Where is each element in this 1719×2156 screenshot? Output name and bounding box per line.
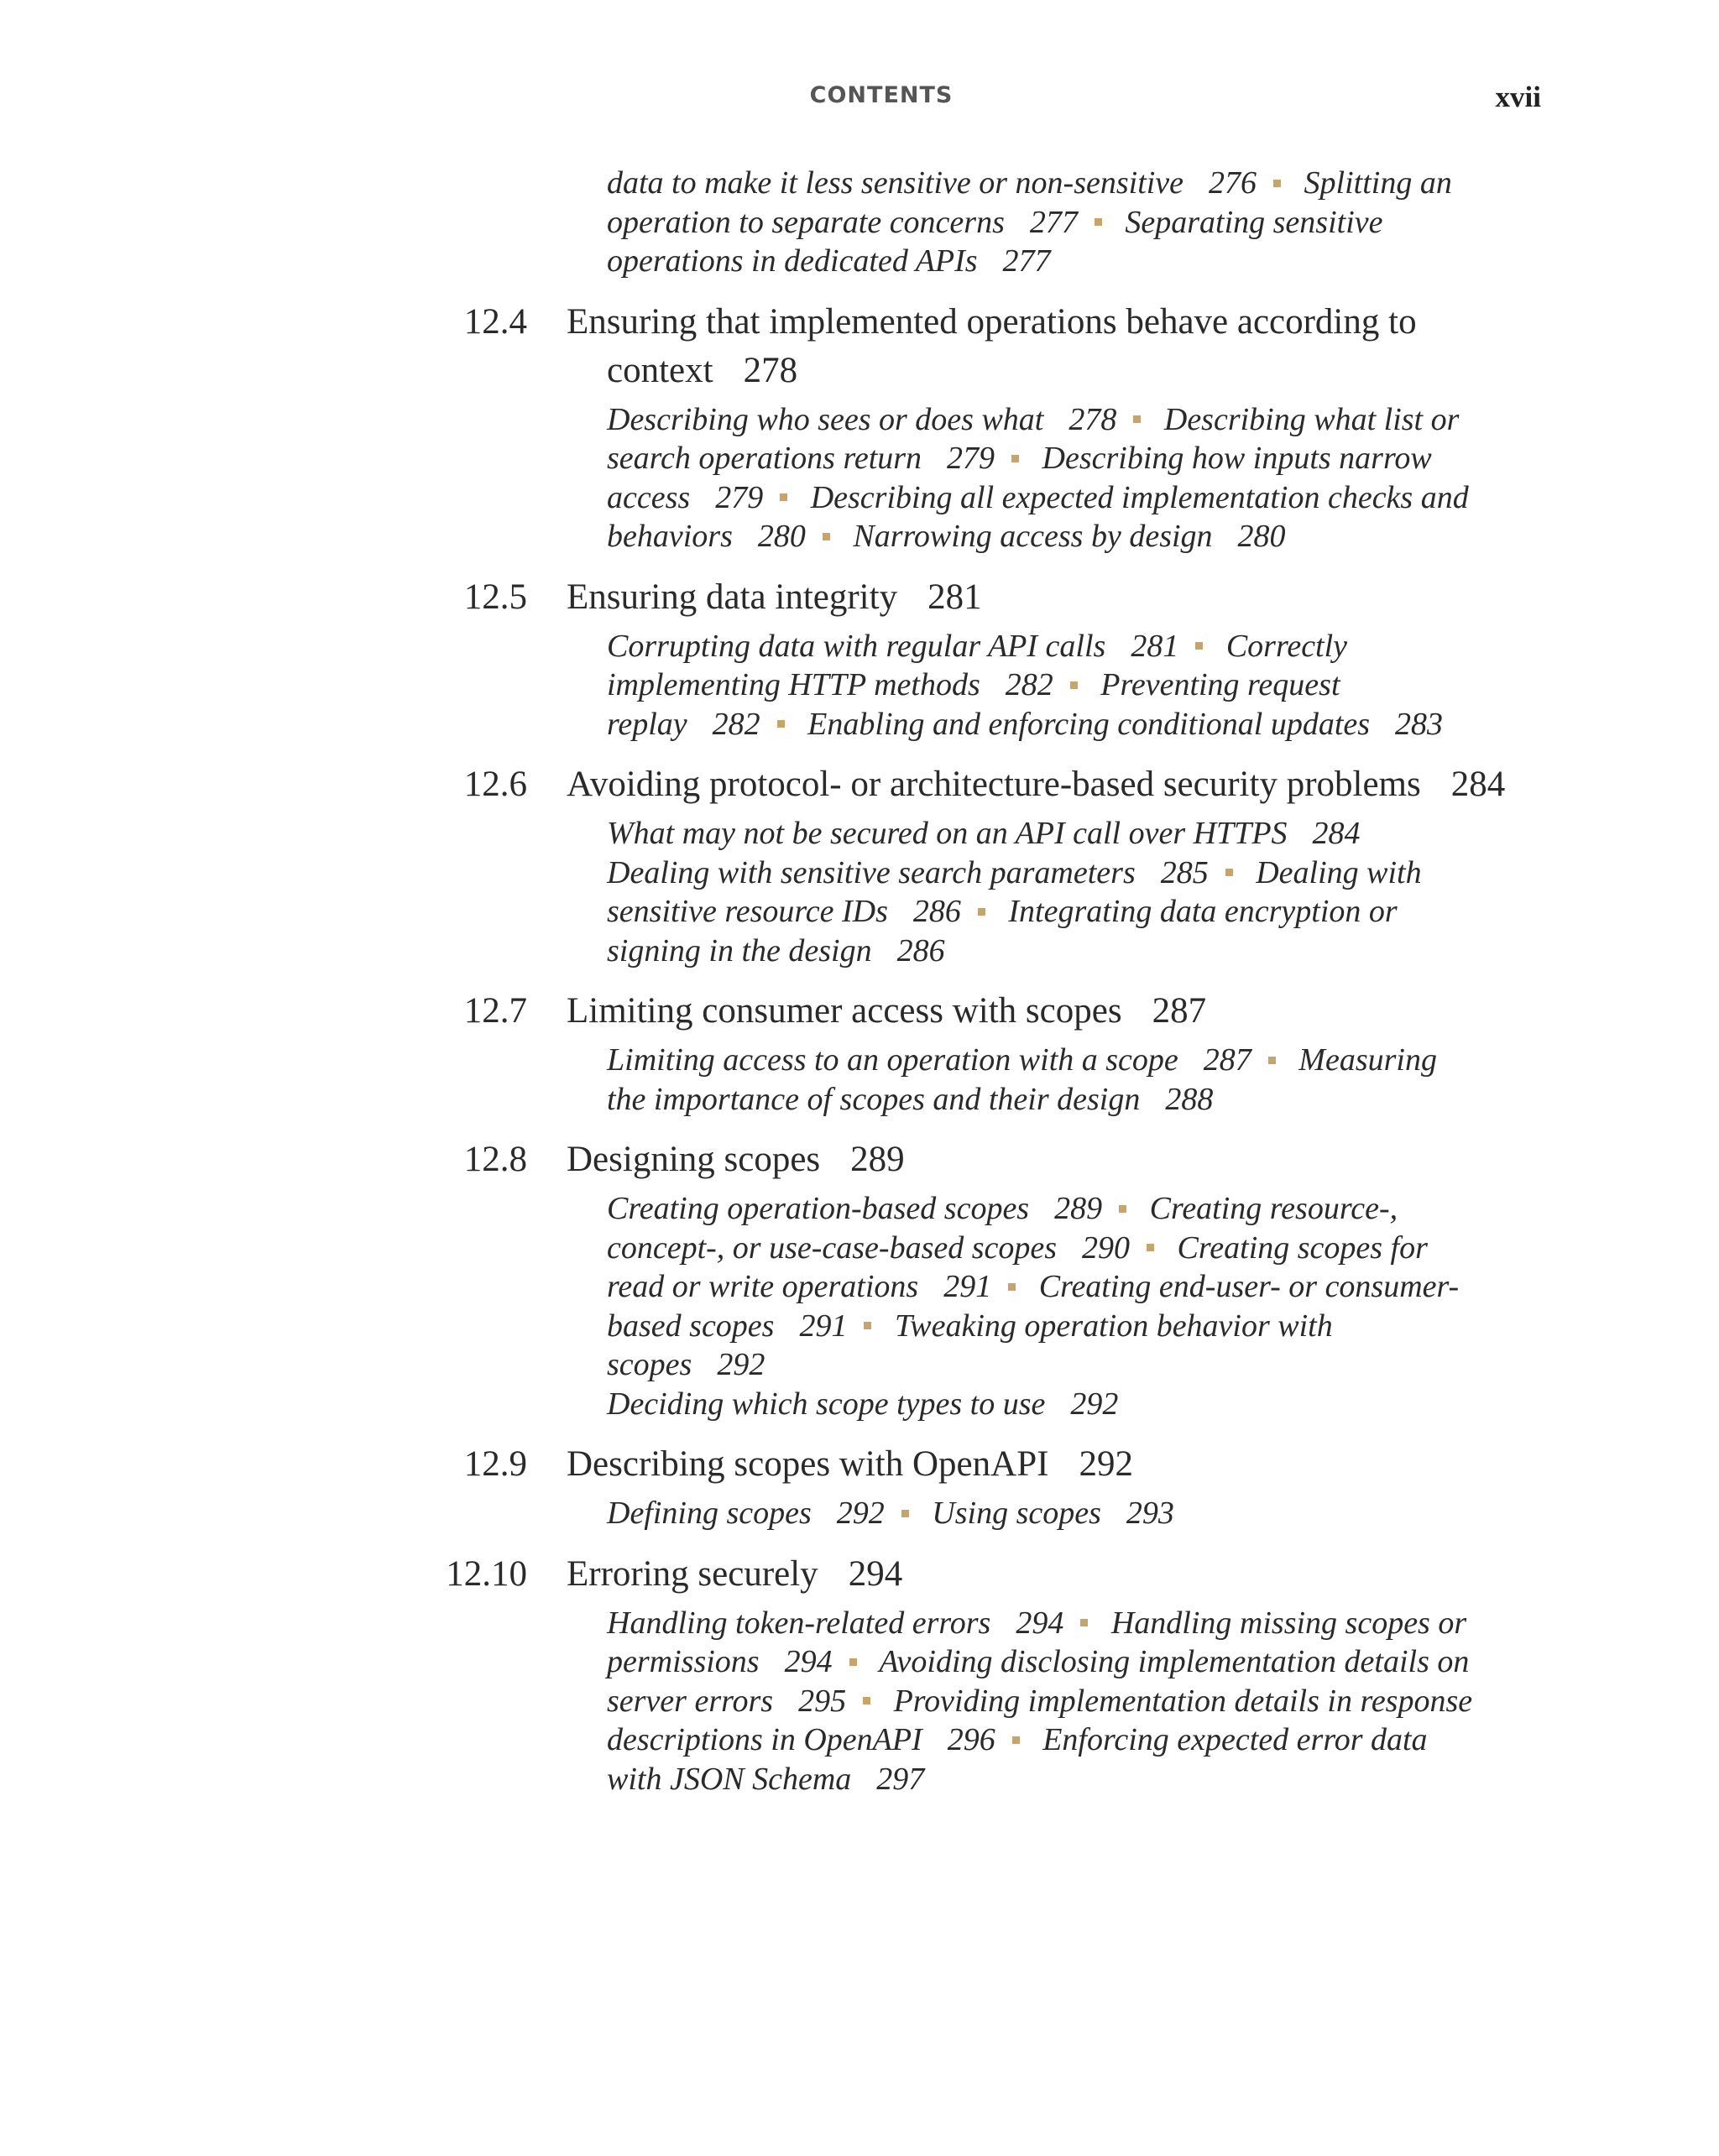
bullet-icon [777, 720, 785, 728]
bullet-icon [863, 1697, 870, 1704]
subitem: Creating resource-, concept-, or use-case-based scopes 290 [607, 1191, 1398, 1266]
section-number: 12.8 [463, 1140, 527, 1179]
section-page: 292 [1079, 1444, 1133, 1484]
section-subitems [607, 1604, 1480, 1799]
continuation-subitems [607, 164, 1480, 281]
table-of-contents [0, 164, 1719, 1798]
bullet-icon [901, 1510, 909, 1517]
bullet-icon [1012, 1736, 1020, 1744]
bullet-icon [1070, 681, 1078, 689]
subitem: Dealing with sensitive search parameters 285 [607, 854, 1209, 890]
bullet-icon [823, 533, 830, 540]
subitem: Creating scopes for read or write operations 291 [607, 1229, 1428, 1304]
bullet-icon [1008, 1283, 1016, 1291]
subitem: Handling missing scopes or permissions 294 [607, 1605, 1467, 1679]
toc-section [0, 760, 1719, 970]
section-number: 12.5 [463, 577, 527, 617]
subitem: Describing what list or search operations return 279 [607, 401, 1460, 476]
subitem: Creating end-user- or consumer-based scopes 291 [607, 1269, 1460, 1344]
subitem: Defining scopes 292 [607, 1496, 885, 1531]
subitem: Avoiding disclosing implementation details on server errors 295 [607, 1644, 1470, 1719]
section-title: Describing scopes with OpenAPI 292 [567, 1444, 1133, 1484]
subitem: Deciding which scope types to use 292 [607, 1386, 1119, 1422]
toc-section [0, 1440, 1719, 1533]
bullet-icon [978, 908, 985, 916]
section-page: 289 [850, 1140, 905, 1179]
section-page: 294 [848, 1553, 903, 1594]
subitem: Limiting access to an operation with a scope 287 [607, 1042, 1251, 1078]
bullet-icon [1147, 1244, 1154, 1251]
page-number: xvii [1495, 81, 1541, 113]
section-number: 12.10 [446, 1553, 527, 1594]
section-page: 281 [927, 577, 982, 617]
section-page: 284 [1450, 765, 1506, 804]
toc-section [0, 298, 1719, 556]
subitem: Describing all expected implementation checks and behaviors 280 [607, 479, 1469, 554]
toc-section [0, 1550, 1719, 1799]
bullet-icon [864, 1322, 871, 1329]
section-title: Limiting consumer access with scopes 287 [567, 991, 1207, 1031]
running-head [0, 82, 1719, 116]
subitem: Describing who sees or does what 278 [607, 401, 1117, 437]
subitem: Splitting an operation to separate concerns 277 [607, 165, 1452, 240]
section-title: Designing scopes 289 [567, 1140, 905, 1179]
toc-section [0, 1135, 1719, 1423]
section-subitems [607, 1189, 1480, 1423]
bullet-icon [1195, 642, 1203, 650]
subitem: Preventing request replay 282 [607, 667, 1340, 742]
bullet-icon [1095, 218, 1102, 226]
subitem: What may not be secured on an API call over HTTPS 284 [607, 816, 1361, 851]
subitem: Corrupting data with regular API calls 281 [607, 628, 1179, 664]
subitem: Enforcing expected error data with JSON Schema 297 [607, 1722, 1428, 1797]
section-title: Avoiding protocol- or architecture-based security problems 284 [567, 765, 1506, 804]
bullet-icon [1268, 1057, 1276, 1064]
subitem: Describing how inputs narrow access 279 [607, 441, 1432, 515]
section-number: 12.4 [463, 301, 527, 342]
bullet-icon [1133, 415, 1141, 423]
bullet-icon [1011, 455, 1019, 462]
subitem: Dealing with sensitive resource IDs 286 [607, 854, 1422, 929]
section-subitems [607, 400, 1480, 556]
bullet-icon [1273, 180, 1281, 187]
section-number: 12.6 [463, 765, 527, 804]
section-subitems [607, 1041, 1480, 1119]
section-title: Ensuring that implemented operations behave according to context 278 [567, 301, 1417, 390]
bullet-icon [780, 493, 787, 501]
section-subitems [607, 627, 1480, 744]
subitem: Using scopes 293 [932, 1496, 1174, 1531]
subitem: Integrating data encryption or signing in the design 286 [607, 894, 1398, 968]
section-title: Ensuring data integrity 281 [567, 577, 982, 617]
bullet-icon [1225, 869, 1233, 876]
section-title: Erroring securely 294 [567, 1553, 903, 1594]
subitem: data to make it less sensitive or non-sensitive 276 [607, 165, 1257, 201]
subitem: Correctly implementing HTTP methods 282 [607, 628, 1348, 702]
toc-section [0, 573, 1719, 744]
toc-section [0, 987, 1719, 1119]
subitem: Handling token-related errors 294 [607, 1605, 1064, 1641]
bullet-icon [1119, 1205, 1126, 1213]
section-subitems [607, 1494, 1480, 1533]
section-number: 12.9 [463, 1444, 527, 1484]
subitem: Enabling and enforcing conditional updates 283 [807, 706, 1444, 742]
subitem: Creating operation-based scopes 289 [607, 1191, 1103, 1226]
subitem: Narrowing access by design 280 [853, 519, 1286, 554]
subitem: Providing implementation details in response descriptions in OpenAPI 296 [607, 1683, 1473, 1757]
section-page: 278 [743, 350, 798, 390]
bullet-icon [1080, 1619, 1088, 1626]
bullet-icon [849, 1658, 857, 1666]
section-number: 12.7 [463, 991, 527, 1031]
subitem: Measuring the importance of scopes and their design 288 [607, 1042, 1437, 1117]
running-head-label: CONTENTS [809, 82, 954, 108]
subitem: Separating sensitive operations in dedicated APIs 277 [607, 204, 1383, 279]
subitem: Tweaking operation behavior with scopes 292 [607, 1308, 1333, 1382]
section-subitems [607, 814, 1480, 970]
section-page: 287 [1152, 991, 1207, 1031]
